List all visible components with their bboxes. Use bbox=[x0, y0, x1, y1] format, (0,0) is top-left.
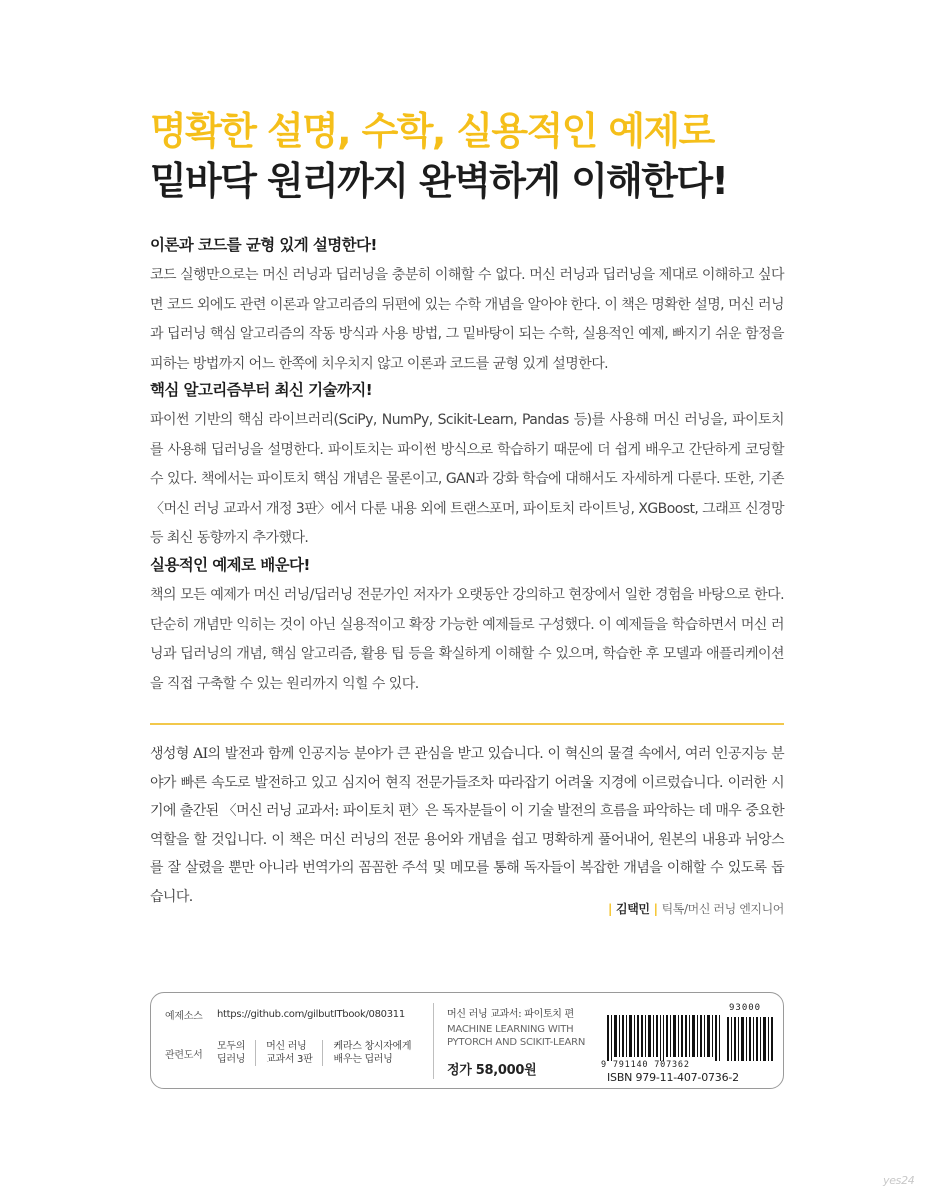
headline-line-1: 명확한 설명, 수학, 실용적인 예제로 bbox=[150, 109, 714, 153]
headline bbox=[150, 106, 810, 206]
section-title: 핵심 알고리즘부터 최신 기술까지! bbox=[150, 381, 373, 399]
reviewer-bar-left: | bbox=[608, 902, 613, 916]
book-title-korean: 머신 러닝 교과서: 파이토치 편 bbox=[447, 1009, 574, 1020]
section-body: 책의 모든 예제가 머신 러닝/딥러닝 전문가인 저자가 오랫동안 강의하고 현장에서 일한 경험을 바탕으로 한다. 단순히 개념만 익히는 것이 아닌 실용적이고 확장 가능한 예제들로 구성했다. 이 예제들을 학습하면서 머신 러닝과 딥러닝의 개념, 핵심 알고리즘, 활용 팁 등을 확실하게 이해할 수 있으며, 학습한 후 모델과 애플리케이션을 직접 구축할 수 있는 원리까지 익힐 수 있다. bbox=[150, 587, 784, 692]
barcode-addon-number: 93000 bbox=[729, 1003, 762, 1013]
book-title-english-1: MACHINE LEARNING WITH bbox=[447, 1024, 574, 1035]
barcode-icon bbox=[607, 1015, 775, 1061]
book-title-price bbox=[447, 1005, 617, 1078]
example-source-label: 예제소스 bbox=[165, 1011, 203, 1022]
related-book-title: 배우는 딥러닝 bbox=[333, 1054, 393, 1065]
section-body: 코드 실행만으로는 머신 러닝과 딥러닝을 충분히 이해할 수 없다. 머신 러닝과 딥러닝을 제대로 이해하고 싶다면 코드 외에도 관련 이론과 알고리즘의 뒤편에 있는 수학 개념을 알아야 한다. 이 책은 명확한 설명, 머신 러닝과 딥러닝 핵심 알고리즘의 작동 방식과 사용 방법, 그 밑바탕이 되는 수학, 실용적인 예제, 빠지기 쉬운 함정을 피하는 방법까지 어느 한쪽에 치우치지 않고 이론과 코드를 균형 있게 설명한다. bbox=[150, 267, 784, 372]
section-divider bbox=[150, 723, 784, 725]
section-practical-examples bbox=[150, 554, 784, 699]
source-and-related bbox=[165, 1007, 455, 1066]
related-book-title: 케라스 창시자에게 bbox=[333, 1041, 412, 1052]
related-book-2 bbox=[255, 1040, 322, 1066]
book-price: 정가 58,000원 bbox=[447, 1063, 537, 1078]
reviewer-role: 틱톡/머신 러닝 엔지니어 bbox=[661, 902, 784, 916]
section-title: 이론과 코드를 균형 있게 설명한다! bbox=[150, 236, 377, 254]
watermark: yes24 bbox=[883, 1174, 915, 1187]
example-source-url[interactable]: https://github.com/gilbutITbook/080311 bbox=[217, 1009, 405, 1020]
section-title: 실용적인 예제로 배운다! bbox=[150, 556, 310, 574]
book-title-english-2: PYTORCH AND SCIKIT-LEARN bbox=[447, 1037, 586, 1048]
reviewer-bar-right: | bbox=[653, 902, 658, 916]
section-theory-code bbox=[150, 234, 784, 379]
reviewer-name: 김택민 bbox=[616, 902, 650, 916]
info-divider bbox=[433, 1003, 434, 1079]
related-book-3 bbox=[322, 1040, 421, 1066]
section-algorithms bbox=[150, 379, 784, 554]
related-books-label: 관련도서 bbox=[165, 1049, 203, 1061]
example-source-row bbox=[165, 1007, 455, 1022]
related-book-1 bbox=[217, 1040, 255, 1066]
book-info-box bbox=[150, 992, 784, 1089]
section-body: 파이썬 기반의 핵심 라이브러리(SciPy, NumPy, Scikit-Learn, Pandas 등)를 사용해 머신 러닝을, 파이토치를 사용해 딥러닝을 설명한다. 파이토치는 파이썬 방식으로 학습하기 때문에 더 쉽게 배우고 간단하게 코딩할 수 있다. 책에서는 파이토치 핵심 개념은 물론이고, GAN과 강화 학습에 대해서도 자세하게 다룬다. 또한, 기존 〈머신 러닝 교과서 개정 3판〉에서 다룬 내용 외에 트랜스포머, 파이토치 라이트닝, XGBoost, 그래프 신경망 등 최신 동향까지 추가했다. bbox=[150, 412, 784, 546]
related-book-title: 머신 러닝 bbox=[266, 1041, 307, 1052]
related-book-title: 모두의 bbox=[217, 1041, 246, 1052]
isbn: ISBN 979-11-407-0736-2 bbox=[607, 1071, 739, 1084]
related-books-row bbox=[165, 1040, 455, 1066]
headline-line-2: 밑바닥 원리까지 완벽하게 이해한다! bbox=[150, 159, 728, 203]
related-book-title: 교과서 3판 bbox=[266, 1054, 313, 1065]
related-book-title: 딥러닝 bbox=[217, 1054, 246, 1065]
barcode-number: 9 791140 707362 bbox=[601, 1060, 690, 1070]
review-text: 생성형 AI의 발전과 함께 인공지능 분야가 큰 관심을 받고 있습니다. 이 혁신의 물결 속에서, 여러 인공지능 분야가 빠른 속도로 발전하고 있고 심지어 현직 전문가들조차 따라잡기 어려울 지경에 이르렀습니다. 이러한 시기에 출간된 〈머신 러닝 교과서: 파이토치 편〉은 독자분들이 이 기술 발전의 흐름을 파악하는 데 매우 중요한 역할을 할 것입니다. 이 책은 머신 러닝의 전문 용어와 개념을 쉽고 명확하게 풀어내어, 원본의 내용과 뉘앙스를 잘 살렸을 뿐만 아니라 번역가의 꼼꼼한 주석 및 메모를 통해 독자들이 복잡한 개념을 이해할 수 있도록 돕습니다. bbox=[150, 746, 784, 905]
reviewer-credit bbox=[604, 900, 784, 917]
